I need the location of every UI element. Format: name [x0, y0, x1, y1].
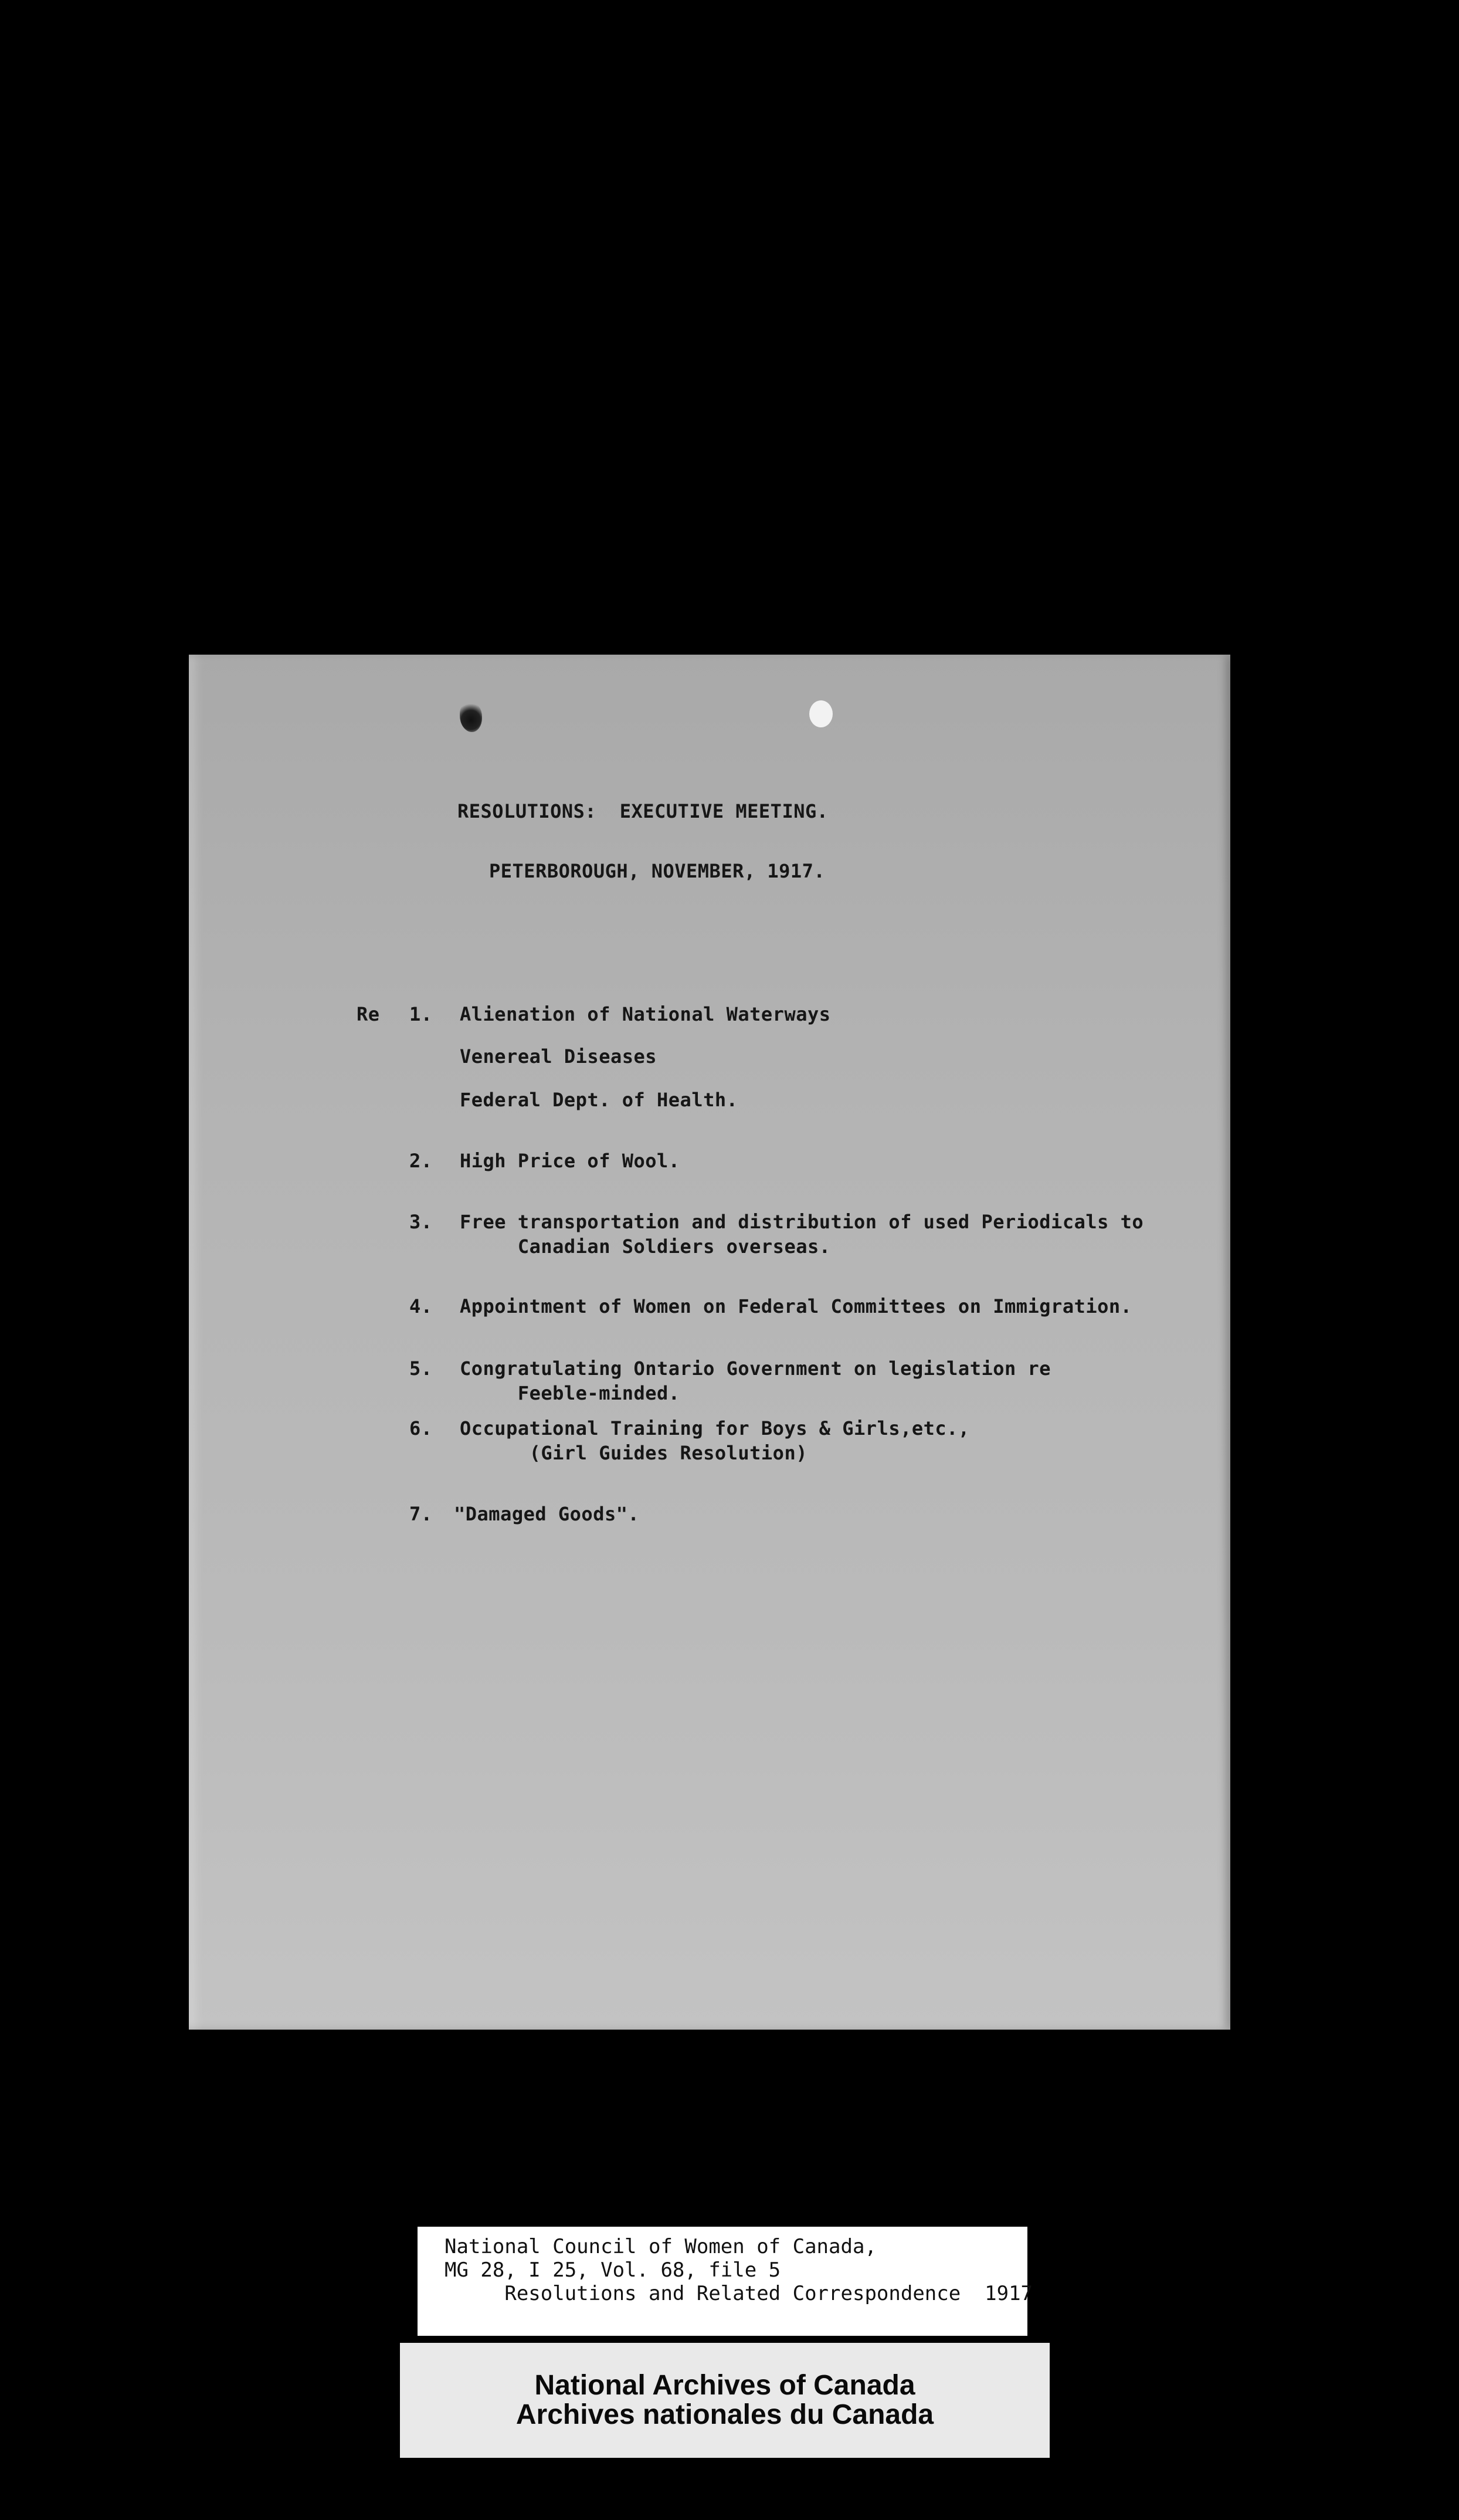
item-text: Canadian Soldiers overseas.	[460, 1235, 831, 1258]
heading-place-date: PETERBOROUGH, NOVEMBER, 1917.	[489, 860, 826, 882]
item-number: 3.	[409, 1211, 433, 1233]
archives-credit	[400, 2343, 1050, 2458]
item-number: 5.	[409, 1357, 433, 1380]
item-text: Venereal Diseases	[460, 1045, 657, 1068]
item-text: Appointment of Women on Federal Committees on Immigration.	[460, 1295, 1132, 1317]
archives-name-english: National Archives of Canada	[534, 2370, 915, 2401]
reference-code: MG 28, I 25, Vol. 68, file 5	[445, 2258, 781, 2282]
heading-resolutions: RESOLUTIONS: EXECUTIVE MEETING.	[457, 800, 829, 822]
item-text: Alienation of National Waterways	[460, 1003, 831, 1025]
item-text: Federal Dept. of Health.	[460, 1089, 738, 1111]
file-description: Resolutions and Related Correspondence 1917	[445, 2282, 1033, 2305]
item-text: Congratulating Ontario Government on legislation re	[460, 1357, 1051, 1380]
item-number: 4.	[409, 1295, 433, 1317]
item-number: 6.	[409, 1417, 433, 1439]
document-page	[189, 655, 1230, 2030]
item-number: 1.	[409, 1003, 433, 1025]
item-text: "Damaged Goods".	[454, 1503, 640, 1525]
fonds-name: National Council of Women of Canada,	[445, 2235, 877, 2258]
archives-name-french: Archives nationales du Canada	[515, 2399, 934, 2430]
item-text: High Price of Wool.	[460, 1150, 680, 1172]
item-text: (Girl Guides Resolution)	[460, 1442, 807, 1464]
punch-hole	[809, 700, 833, 727]
ink-smudge	[460, 702, 482, 732]
item-text: Feeble-minded.	[460, 1382, 680, 1404]
item-text: Occupational Training for Boys & Girls,etc.,	[460, 1417, 970, 1439]
re-label: Re	[357, 1003, 380, 1025]
item-number: 7.	[409, 1503, 433, 1525]
item-number: 2.	[409, 1150, 433, 1172]
item-text: Free transportation and distribution of used Periodicals to	[460, 1211, 1144, 1233]
archive-reference-label	[418, 2227, 1033, 2336]
